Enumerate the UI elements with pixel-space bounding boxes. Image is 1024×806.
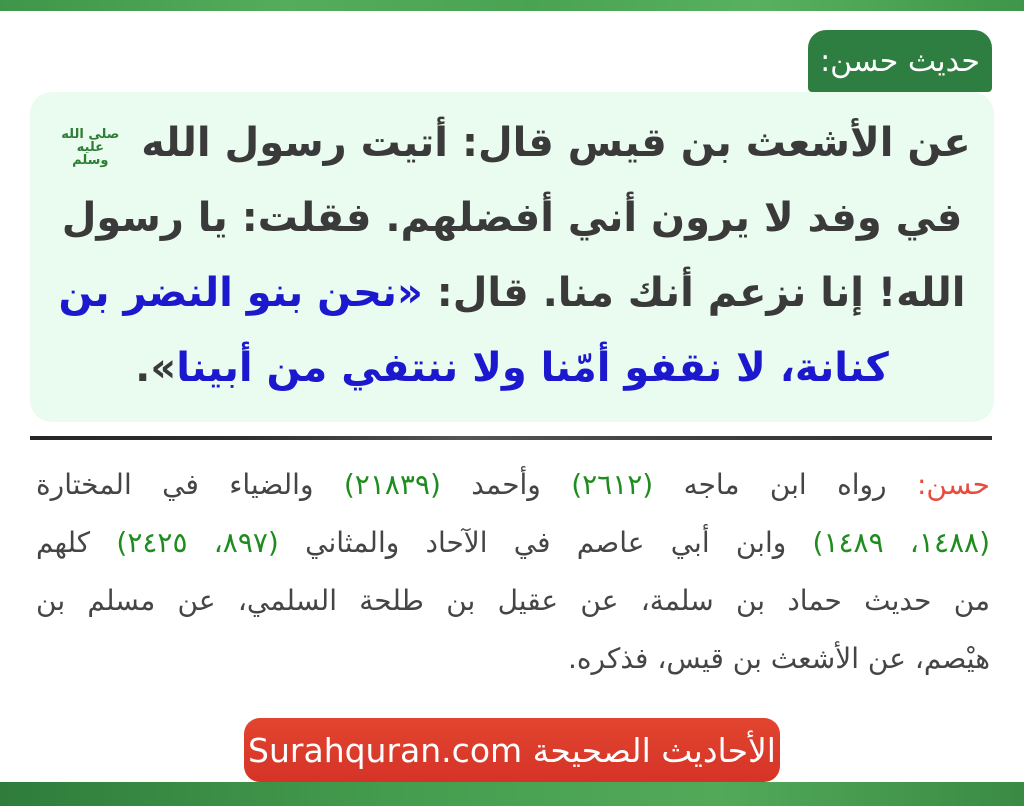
takhrij-grade-label: حسن: — [916, 468, 990, 501]
takhrij-ref-number-ahad-mathani: (٨٩٧، ٢٤٢٥) — [116, 526, 279, 559]
site-branding-badge[interactable] — [244, 718, 780, 782]
takhrij-line-1-text-a: رواه ابن ماجه — [653, 468, 917, 501]
site-branding-label: الأحاديث الصحيحة Surahquran.com — [248, 730, 776, 770]
hadith-line-3-narration: الله! إنا نزعم أنك منا. قال: — [422, 270, 966, 316]
takhrij-line-4 — [36, 630, 990, 688]
takhrij-ref-number-mukhtara: (١٤٨٨، ١٤٨٩) — [812, 526, 991, 559]
hadith-line-1-text: عن الأشعث بن قيس قال: أتيت رسول الله — [141, 120, 971, 166]
hadith-line-3-quote: «نحن بنو النضر بن — [58, 270, 423, 316]
hadith-line-1 — [30, 106, 994, 181]
takhrij-line-2-text-b: كلهم — [36, 526, 117, 559]
hadith-line-2-text: في وفد لا يرون أني أفضلهم. فقلت: يا رسول — [61, 195, 963, 241]
bottom-border-bar — [0, 782, 1024, 806]
hadith-line-3 — [30, 256, 994, 331]
takhrij-ref-number-ibn-majah: (٢٦١٢) — [571, 468, 654, 501]
top-border-bar — [0, 0, 1024, 11]
takhrij-line-1-text-c: والضياء في المختارة — [36, 468, 344, 501]
hadith-line-2 — [30, 181, 994, 256]
sallallahu-alayhi-wasallam-icon — [61, 128, 119, 167]
salat-icon-row-3: وسلم — [72, 153, 109, 168]
hadith-grade-badge — [808, 30, 992, 92]
salat-icon-row-2: عليه — [76, 140, 105, 155]
hadith-text-box — [30, 92, 994, 422]
takhrij-section — [36, 456, 990, 688]
takhrij-line-4-text: هيْصم، عن الأشعث بن قيس، فذكره. — [567, 642, 990, 675]
takhrij-line-3-text: من حديث حماد بن سلمة، عن عقيل بن طلحة السلمي، عن مسلم بن — [36, 584, 990, 617]
hadith-line-4 — [30, 331, 994, 406]
takhrij-ref-number-ahmad: (٢١٨٣٩) — [343, 468, 441, 501]
section-divider — [30, 436, 992, 440]
salat-icon-row-1: صلى الله — [61, 127, 120, 142]
hadith-line-4-quote: كنانة، لا نقفو أمّنا ولا ننتفي من أبينا — [176, 345, 889, 391]
takhrij-line-1 — [36, 456, 990, 514]
takhrij-line-3 — [36, 572, 990, 630]
hadith-grade-badge-label: حديث حسن: — [820, 43, 980, 79]
hadith-line-4-closing: ». — [135, 345, 177, 391]
takhrij-line-2-text-a: وابن أبي عاصم في الآحاد والمثاني — [278, 526, 813, 559]
takhrij-line-1-text-b: وأحمد — [440, 468, 572, 501]
takhrij-line-2 — [36, 514, 990, 572]
